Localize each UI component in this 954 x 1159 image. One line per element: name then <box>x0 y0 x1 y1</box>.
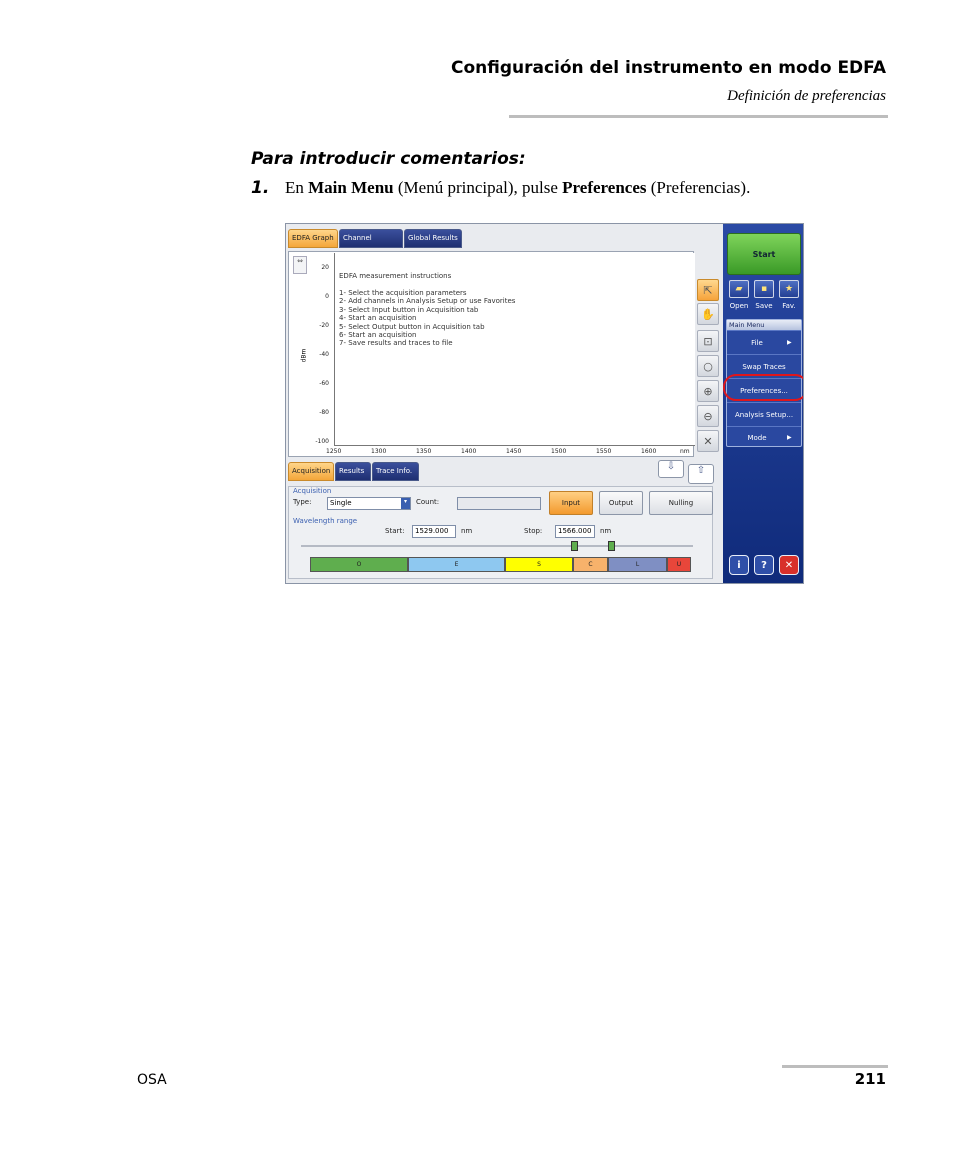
range-slider-track[interactable] <box>301 545 693 547</box>
main-area <box>286 224 723 584</box>
step-1 <box>251 178 750 198</box>
full-view-icon[interactable]: ✕ <box>697 430 719 452</box>
band-u: U <box>667 557 691 572</box>
chevron-right-icon: ▶ <box>787 339 792 346</box>
x-tick: 1500 <box>551 448 567 455</box>
zoom-reset-icon[interactable]: ⇔ <box>293 256 307 274</box>
favorites-star-icon[interactable]: ★ <box>779 280 799 298</box>
start-unit: nm <box>461 527 473 535</box>
y-tick: 0 <box>325 293 329 300</box>
fav-label: Fav. <box>782 302 796 310</box>
chevron-right-icon: ▶ <box>787 434 792 441</box>
tab-edfa-graph[interactable]: EDFA Graph <box>288 229 338 248</box>
zoom-out-icon[interactable]: ⊖ <box>697 405 719 427</box>
start-label: Start: <box>385 527 405 535</box>
menu-item-file[interactable] <box>727 330 801 354</box>
instruction: 6- Start an acquisition <box>339 331 417 340</box>
running-header-title: Configuración del instrumento en modo EDFA <box>450 58 886 78</box>
band-s: S <box>505 557 573 572</box>
x-unit: nm <box>680 448 690 455</box>
count-label: Count: <box>416 498 440 506</box>
help-icon[interactable]: ? <box>754 555 774 575</box>
side-panel <box>723 224 804 584</box>
open-folder-icon[interactable]: ▰ <box>729 280 749 298</box>
stop-field[interactable]: 1566.000 <box>555 525 595 538</box>
step-text-3: (Preferencias). <box>646 178 751 197</box>
menu-item-label: Analysis Setup... <box>734 410 794 419</box>
menu-item-analysis-setup[interactable] <box>727 402 801 426</box>
header-rule <box>509 115 888 118</box>
instruction: 7- Save results and traces to file <box>339 339 453 348</box>
stop-slider-handle[interactable] <box>608 541 615 551</box>
tab-global-results[interactable]: Global Results <box>404 229 462 248</box>
pointer-tool-icon[interactable]: ⇱ <box>697 279 719 301</box>
instruction: 5- Select Output button in Acquisition tab <box>339 322 485 331</box>
x-tick: 1250 <box>326 448 342 455</box>
y-tick: -40 <box>319 351 329 358</box>
step-preferences: Preferences <box>562 178 647 197</box>
y-tick: 20 <box>321 264 329 271</box>
section-title: Para introducir comentarios: <box>251 149 526 169</box>
step-text-1: En <box>285 178 309 197</box>
instructions-list <box>339 289 515 348</box>
y-tick: -60 <box>319 380 329 387</box>
menu-item-label: Mode <box>747 433 767 442</box>
y-axis-label: dBm <box>300 348 308 363</box>
close-icon[interactable]: ✕ <box>779 555 799 575</box>
arrow-up-icon[interactable]: ⇧ <box>688 464 714 484</box>
x-tick: 1600 <box>641 448 657 455</box>
zoom-area-icon[interactable]: ⊡ <box>697 330 719 352</box>
x-tick: 1550 <box>596 448 612 455</box>
tab-results[interactable]: Results <box>335 462 371 481</box>
instruction: 1- Select the acquisition parameters <box>339 289 467 297</box>
info-icon[interactable]: i <box>729 555 749 575</box>
graph-panel <box>288 251 694 457</box>
type-label: Type: <box>293 498 312 506</box>
output-button[interactable]: Output <box>599 491 643 515</box>
save-label: Save <box>755 302 773 310</box>
x-tick: 1350 <box>416 448 432 455</box>
start-field[interactable]: 1529.000 <box>412 525 456 538</box>
band-c: C <box>573 557 608 572</box>
y-tick: -100 <box>315 438 329 445</box>
tab-channel-results[interactable]: Channel <box>339 229 403 248</box>
instruction: 3- Select Input button in Acquisition tab <box>339 305 479 314</box>
step-number: 1. <box>251 178 270 198</box>
instruction: 2- Add channels in Analysis Setup or use Favorites <box>339 297 516 306</box>
main-menu-header: Main Menu <box>727 320 801 330</box>
tab-trace-info[interactable]: Trace Info. <box>372 462 419 481</box>
start-button[interactable]: Start <box>727 233 801 275</box>
acquisition-group-label: Acquisition <box>293 487 332 495</box>
footer-product: OSA <box>137 1072 167 1088</box>
open-label: Open <box>729 302 749 310</box>
chevron-down-icon[interactable]: ▾ <box>401 498 410 509</box>
zoom-in-icon[interactable]: ⊕ <box>697 380 719 402</box>
save-disk-icon[interactable]: ▪ <box>754 280 774 298</box>
band-l: L <box>608 557 667 572</box>
band-e: E <box>408 557 505 572</box>
stop-unit: nm <box>600 527 612 535</box>
menu-item-label: Preferences... <box>740 386 788 395</box>
instrument-screenshot <box>285 223 804 584</box>
preferences-highlight-ellipse <box>723 374 804 401</box>
x-tick: 1450 <box>506 448 522 455</box>
menu-item-mode[interactable] <box>727 426 801 448</box>
arrow-down-icon[interactable]: ⇩ <box>658 460 684 478</box>
y-tick: -20 <box>319 322 329 329</box>
plot-area[interactable] <box>334 253 695 446</box>
zoom-icon[interactable]: ○ <box>697 355 719 377</box>
nulling-button[interactable]: Nulling <box>649 491 713 515</box>
tab-acquisition[interactable]: Acquisition <box>288 462 334 481</box>
input-button[interactable]: Input <box>549 491 593 515</box>
y-tick: -80 <box>319 409 329 416</box>
step-main-menu: Main Menu <box>308 178 394 197</box>
start-slider-handle[interactable] <box>571 541 578 551</box>
count-field[interactable] <box>457 497 541 510</box>
pan-hand-icon[interactable]: ✋ <box>697 303 719 325</box>
instruction: 4- Start an acquisition <box>339 314 417 323</box>
step-text-2: (Menú principal), pulse <box>393 178 563 197</box>
stop-label: Stop: <box>524 527 543 535</box>
x-tick: 1300 <box>371 448 387 455</box>
instructions-title: EDFA measurement instructions <box>339 272 452 280</box>
menu-item-label: Swap Traces <box>742 362 786 371</box>
page-number: 211 <box>854 1070 886 1088</box>
x-tick: 1400 <box>461 448 477 455</box>
wavelength-range-label: Wavelength range <box>293 517 358 525</box>
band-o: O <box>310 557 408 572</box>
type-select[interactable]: Single <box>327 497 411 510</box>
running-header-subtitle: Definición de preferencias <box>727 88 886 104</box>
menu-item-label: File <box>751 338 763 347</box>
footer-rule <box>782 1065 888 1068</box>
